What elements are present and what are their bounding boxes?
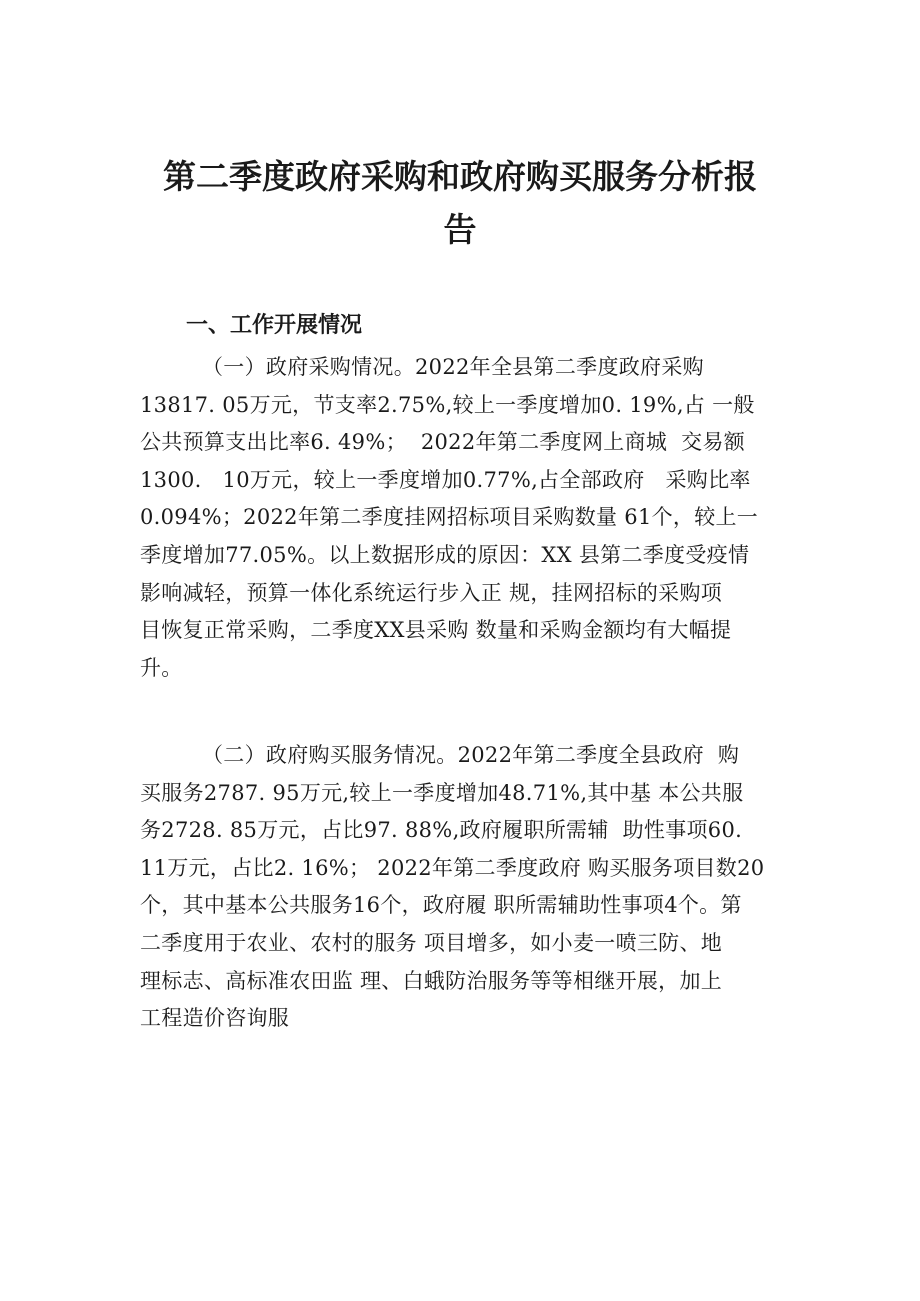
paragraph-line: 公共预算支出比率6. 49%； 2022年第二季度网上商城 交易额 <box>140 430 746 455</box>
paragraph-line: 目恢复正常采购，二季度XX县采购 数量和采购金额均有大幅提 <box>140 618 732 643</box>
paragraph-line: 升。 <box>140 655 183 680</box>
paragraph-line: （二）政府购买服务情况。2022年第二季度全县政府 购 <box>202 743 740 767</box>
paragraph-line: 0.094%；2022年第二季度挂网招标项目采购数量 61个，较上一 <box>140 505 759 530</box>
paragraph-line: （一）政府采购情况。2022年全县第二季度政府采购 <box>202 355 704 379</box>
paragraph-line: 11万元，占比2. 16%； 2022年第二季度政府 购买服务项目数20 <box>140 855 765 880</box>
paragraph-line: 工程造价咨询服 <box>140 1006 290 1031</box>
section-heading: 一、工作开展情况 <box>186 313 363 338</box>
paragraph-line: 务2728. 85万元，占比97. 88%,政府履职所需辅 助性事项60. <box>140 818 743 843</box>
document-title <box>140 150 780 256</box>
paragraph-line: 1300. 10万元，较上一季度增加0.77%,占全部政府 采购比率 <box>140 467 751 492</box>
paragraph-purchased-services <box>140 737 780 1038</box>
paragraph-line: 二季度用于农业、农村的服务 项目增多，如小麦一喷三防、地 <box>140 930 723 955</box>
title-line-1: 第二季度政府采购和政府购买服务分析报 <box>163 157 757 196</box>
paragraph-line: 买服务2787. 95万元,较上一季度增加48.71%,其中基 本公共服 <box>140 780 744 805</box>
title-line-2: 告 <box>443 210 477 249</box>
paragraph-line: 影响减轻，预算一体化系统运行步入正 规，挂网招标的采购项 <box>140 580 723 605</box>
paragraph-line: 13817. 05万元，节支率2.75%,较上一季度增加0. 19%,占 一般 <box>140 392 755 417</box>
paragraph-line: 季度增加77.05%。以上数据形成的原因：XX 县第二季度受疫情 <box>140 542 750 567</box>
paragraph-line: 个，其中基本公共服务16个，政府履 职所需辅助性事项4个。第 <box>140 893 742 918</box>
paragraph-procurement <box>140 349 780 687</box>
paragraph-line: 理标志、高标准农田监 理、白蛾防治服务等等相继开展，加上 <box>140 968 723 993</box>
